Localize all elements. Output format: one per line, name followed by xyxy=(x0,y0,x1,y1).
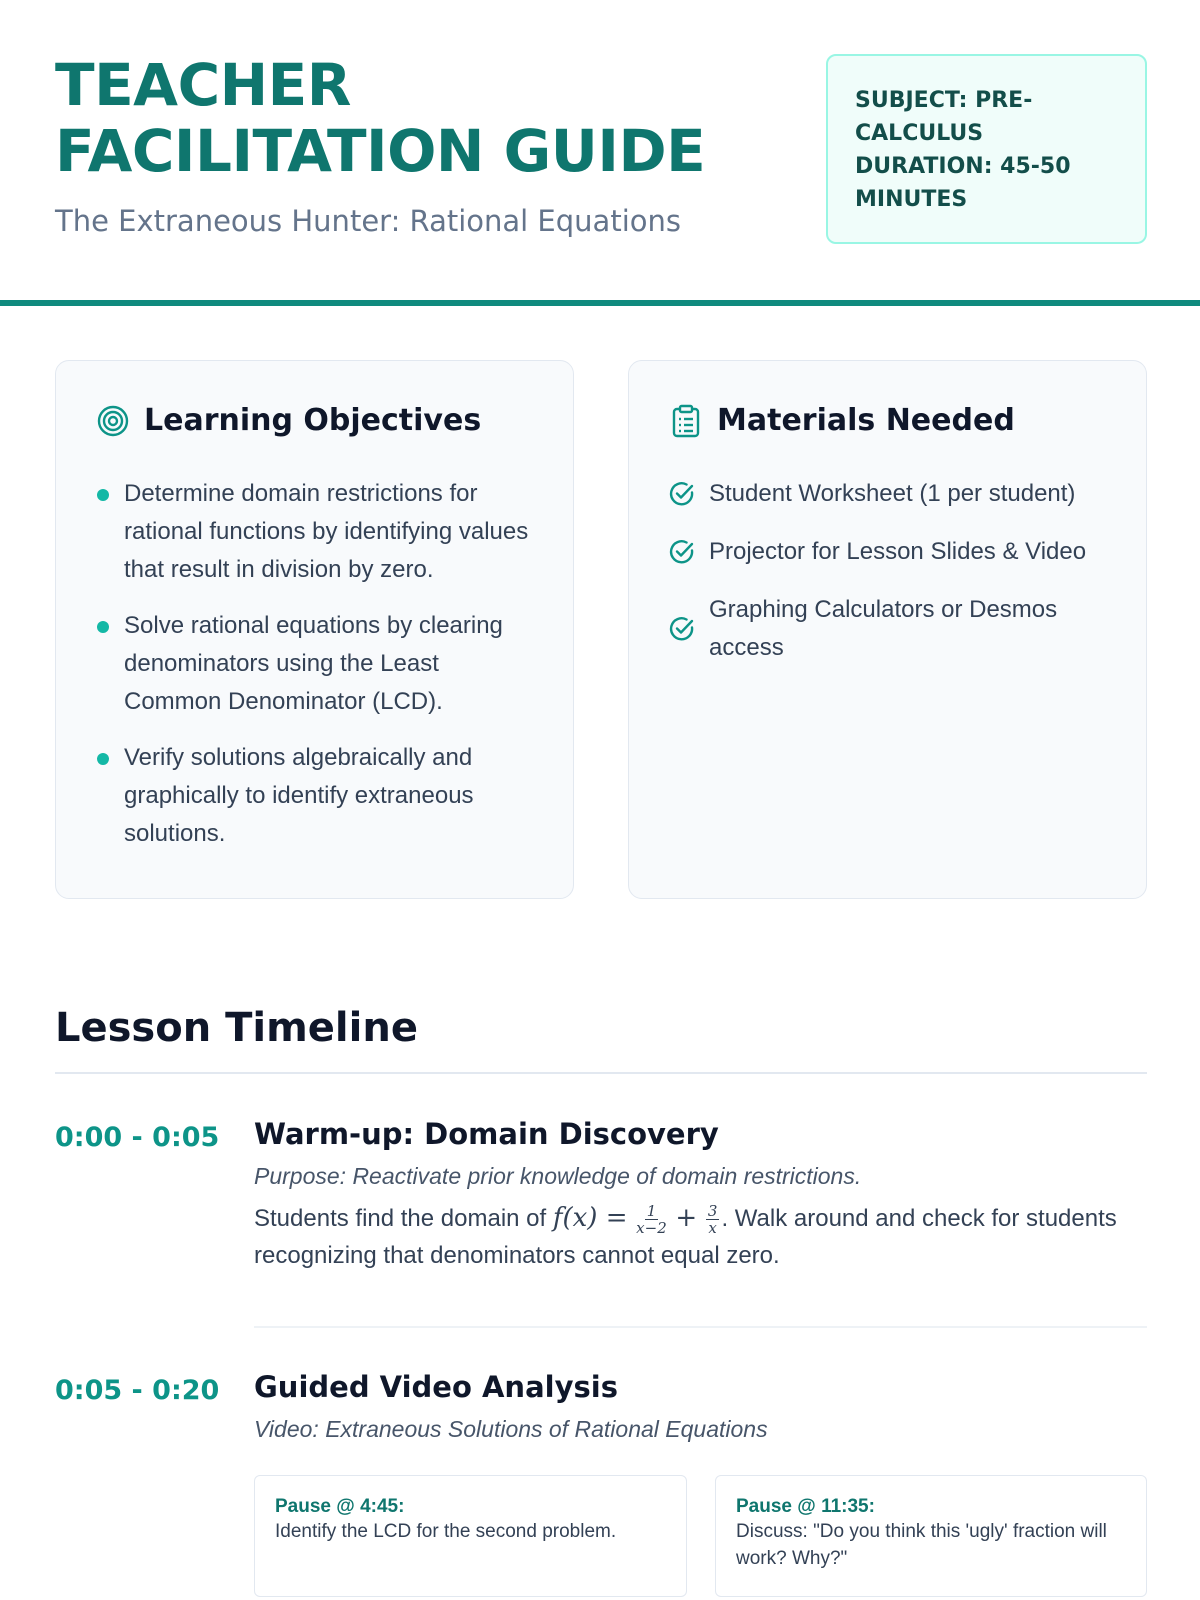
objective-text: Solve rational equations by clearing denominators using the Least Common Denominator (LCD). xyxy=(124,612,503,715)
page-subtitle: The Extraneous Hunter: Rational Equations xyxy=(55,204,681,238)
page-header xyxy=(55,52,1147,302)
clipboard-icon xyxy=(669,404,703,438)
timeline-entry xyxy=(254,1370,1147,1443)
timeline-entry xyxy=(254,1117,1147,1274)
pause-label: Pause @ 11:35: xyxy=(736,1496,875,1517)
objectives-header xyxy=(96,403,481,438)
fraction xyxy=(706,1203,720,1236)
entry-purpose: Purpose: Reactivate prior knowledge of domain restrictions. xyxy=(254,1163,862,1189)
material-text: Projector for Lesson Slides & Video xyxy=(709,538,1087,565)
pause-label: Pause @ 4:45: xyxy=(275,1496,405,1517)
entry-divider xyxy=(254,1326,1147,1328)
timeline-time: 0:05 - 0:20 xyxy=(55,1375,220,1406)
check-circle-icon xyxy=(669,615,697,643)
pause-note xyxy=(715,1475,1147,1597)
fraction-numerator: 3 xyxy=(707,1202,718,1221)
objectives-card xyxy=(55,360,574,899)
entry-description xyxy=(254,1200,1147,1274)
list-item xyxy=(96,739,536,853)
entry-video-title: Video: Extraneous Solutions of Rational Equations xyxy=(254,1416,768,1442)
check-circle-icon xyxy=(669,538,697,566)
fraction-denominator: x xyxy=(708,1219,717,1238)
description-text: Students find the domain of xyxy=(254,1205,547,1232)
pause-note xyxy=(254,1475,687,1597)
timeline-divider xyxy=(55,1072,1147,1074)
fraction xyxy=(636,1203,667,1236)
objectives-list xyxy=(96,475,536,871)
materials-list xyxy=(669,475,1119,687)
plus-sign: + xyxy=(675,1203,698,1233)
bullet-dot xyxy=(97,621,109,633)
math-expression: f(x) = xyxy=(552,1203,628,1233)
material-text: Graphing Calculators or Desmos access xyxy=(709,596,1058,661)
target-icon xyxy=(96,404,130,438)
list-item xyxy=(96,475,536,589)
materials-title: Materials Needed xyxy=(717,403,1015,438)
check-circle-icon xyxy=(669,480,697,508)
list-item xyxy=(96,607,536,721)
header-divider xyxy=(0,300,1200,306)
objectives-title: Learning Objectives xyxy=(144,403,482,438)
materials-card xyxy=(628,360,1147,899)
material-text: Student Worksheet (1 per student) xyxy=(709,480,1076,507)
timeline-time: 0:00 - 0:05 xyxy=(55,1122,220,1153)
entry-title: Guided Video Analysis xyxy=(254,1370,618,1404)
duration-label: DURATION: 45-50 MINUTES xyxy=(855,154,1071,212)
subject-label: SUBJECT: PRE-CALCULUS xyxy=(855,88,1033,146)
list-item xyxy=(669,475,1119,513)
pause-text: Discuss: "Do you think this 'ugly' fraction will work? Why?" xyxy=(736,1521,1107,1569)
list-item xyxy=(669,591,1119,667)
fraction-numerator: 1 xyxy=(646,1202,657,1221)
description-text: . Walk around and check for students recognizing that denominators cannot equal zero. xyxy=(254,1205,1117,1269)
fraction-denominator: x−2 xyxy=(636,1219,667,1238)
timeline-title: Lesson Timeline xyxy=(55,1005,418,1051)
objective-text: Verify solutions algebraically and graphically to identify extraneous solutions. xyxy=(124,744,474,847)
list-item xyxy=(669,533,1119,571)
page-title: TEACHER FACILITATION GUIDE xyxy=(55,51,706,185)
bullet-dot xyxy=(97,489,109,501)
lesson-meta-box xyxy=(826,54,1147,244)
objective-text: Determine domain restrictions for rational functions by identifying values that result in division by zero. xyxy=(124,480,529,583)
bullet-dot xyxy=(97,753,109,765)
materials-header xyxy=(669,403,1015,438)
entry-title: Warm-up: Domain Discovery xyxy=(254,1117,719,1151)
pause-text: Identify the LCD for the second problem. xyxy=(275,1521,617,1542)
